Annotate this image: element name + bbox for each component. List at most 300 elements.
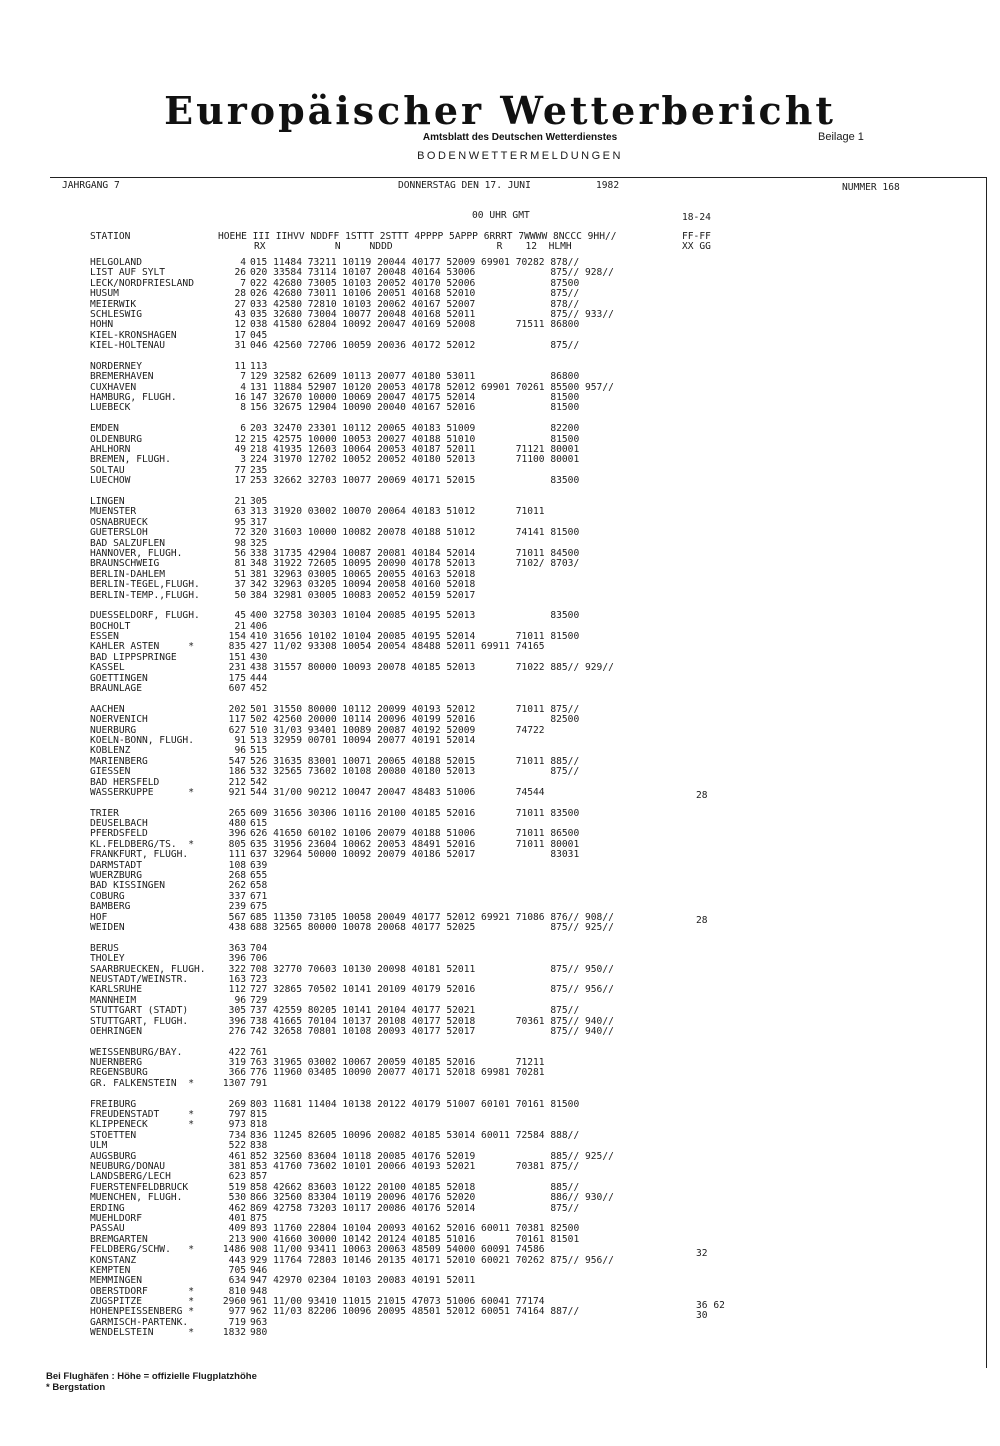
synop-codes: 791 — [250, 1077, 268, 1089]
synop-codes: 946 — [250, 1264, 268, 1276]
synop-codes: 338 31735 42904 10087 20081 40184 52014 71011 84500 — [250, 547, 580, 559]
station-height: 977 — [228, 1306, 246, 1318]
station-height: 8 — [240, 402, 246, 414]
station-height: 547 — [228, 755, 246, 767]
synop-codes: 022 42680 73005 10103 20052 40170 52006 87500 — [250, 277, 580, 289]
synop-codes: 685 11350 73105 10058 20049 40177 52012 69921 71086 876// 908// — [250, 911, 614, 923]
station-row — [90, 684, 750, 694]
synop-codes: 658 — [250, 880, 268, 892]
station-height: 719 — [228, 1316, 246, 1328]
station-name: WUERZBURG — [90, 871, 142, 882]
station-name: HELGOLAND — [90, 258, 142, 268]
synop-codes: 818 — [250, 1119, 268, 1131]
station-name: REGENSBURG — [90, 1068, 148, 1079]
station-height: 56 — [234, 547, 246, 559]
station-name: BAD HERSFELD — [90, 777, 160, 788]
station-height: 72 — [234, 527, 246, 539]
station-name: STUTTGART, FLUGH. — [90, 1016, 189, 1027]
station-height: 401 — [228, 1212, 246, 1224]
synop-codes: 729 — [250, 994, 268, 1006]
station-row — [90, 476, 750, 486]
synop-codes: 320 31603 10000 10082 20078 40188 51012 74141 81500 — [250, 527, 580, 539]
ff-value: 28 — [696, 790, 708, 802]
year-label: 1982 — [596, 180, 620, 191]
station-name: KASSEL — [90, 663, 125, 674]
station-name: SAARBRUECKEN, FLUGH. — [90, 964, 206, 975]
station-height: 96 — [234, 745, 246, 757]
synop-codes: 836 11245 82605 10096 20082 40185 53014 60011 72584 888// — [250, 1129, 580, 1141]
station-name: OEHRINGEN — [90, 1026, 142, 1037]
station-name: NUERBURG — [90, 725, 137, 736]
synop-codes: 342 32963 03205 10094 20058 40160 52018 — [250, 579, 476, 591]
station-name: KEMPTEN — [90, 1265, 131, 1276]
station-height: 366 — [228, 1067, 246, 1079]
station-name: HOHN — [90, 320, 114, 331]
synop-codes: 858 42662 83603 10122 20100 40185 52018 885// — [250, 1181, 580, 1193]
station-height: 4 — [240, 381, 246, 393]
ff-value: 32 — [696, 1248, 708, 1259]
station-name: KARLSRUHE — [90, 985, 142, 996]
group-gap — [90, 933, 750, 943]
station-height: 21 — [234, 495, 246, 507]
synop-codes: 502 42560 20000 10114 20096 40199 52016 82500 — [250, 714, 580, 726]
station-height: 810 — [228, 1285, 246, 1297]
synop-codes: 015 11484 73211 10119 20044 40177 52009 69901 70282 878// — [250, 257, 580, 268]
station-height: 4 — [240, 257, 246, 268]
station-height: 396 — [228, 1015, 246, 1027]
station-row — [90, 455, 750, 465]
synop-codes: 948 — [250, 1285, 268, 1297]
station-name: AHLHORN — [90, 445, 131, 456]
station-height: 627 — [228, 724, 246, 736]
station-name: FRANKFURT, FLUGH. — [90, 850, 189, 861]
station-name: ERDING — [90, 1203, 125, 1214]
station-name: THOLEY — [90, 954, 125, 965]
station-height: 108 — [228, 859, 246, 871]
station-height: 835 — [228, 641, 246, 653]
station-height: 634 — [228, 1275, 246, 1287]
station-name: KOELN-BONN, FLUGH. — [90, 735, 194, 746]
station-name: BREMERHAVEN — [90, 372, 154, 383]
station-height: 409 — [228, 1223, 246, 1235]
synop-codes: 218 41935 12603 10064 20053 40187 52011 71121 80001 — [250, 444, 580, 456]
station-name: PFERDSFELD — [90, 829, 148, 840]
station-height: 212 — [228, 776, 246, 788]
date-label: DONNERSTAG DEN 17. JUNI — [398, 180, 531, 191]
station-row — [90, 944, 750, 954]
station-name: HOHENPEISSENBERG * — [90, 1307, 194, 1318]
synop-codes: 532 32565 73602 10108 20080 40180 52013 875// — [250, 766, 580, 778]
station-row — [90, 1100, 750, 1110]
station-name: EMDEN — [90, 424, 119, 435]
station-height: 31 — [234, 340, 246, 352]
ff-value: 36 62 — [696, 1300, 725, 1311]
synop-codes: 526 31635 83001 10071 20065 40188 52015 71011 885// — [250, 755, 580, 767]
group-gap — [90, 1037, 750, 1047]
station-row — [90, 788, 750, 798]
station-height: 12 — [234, 433, 246, 445]
station-name: SCHLESWIG — [90, 309, 142, 320]
station-name: MUEHLDORF — [90, 1213, 142, 1224]
station-name: KAHLER ASTEN * — [90, 642, 194, 653]
station-height: 797 — [228, 1109, 246, 1121]
synop-codes: 763 31965 03002 10067 20059 40185 52016 71211 — [250, 1057, 545, 1069]
station-height: 443 — [228, 1254, 246, 1266]
station-height: 27 — [234, 298, 246, 310]
station-height: 239 — [228, 901, 246, 913]
synop-codes: 515 — [250, 745, 268, 757]
station-row — [90, 736, 750, 746]
synop-codes: 761 — [250, 1046, 268, 1058]
code-header-line1: HOEHE III IIHVV NDDFF 1STTT 2STTT 4PPPP 5APPP 6RRRT 7WWWW 8NCCC 9HH// — [218, 231, 617, 242]
station-height: 567 — [228, 911, 246, 923]
synop-codes: 444 — [250, 672, 268, 684]
report-subtitle: Amtsblatt des Deutschen Wetterdienstes — [422, 132, 618, 143]
jahrgang-label: JAHRGANG 7 — [62, 180, 120, 191]
station-name: FREUDENSTADT * — [90, 1110, 194, 1121]
synop-codes: 513 32959 00701 10094 20077 40191 52014 — [250, 734, 476, 746]
station-height: 91 — [234, 734, 246, 746]
station-name: KIEL-HOLTENAU — [90, 341, 166, 352]
station-height: 117 — [228, 714, 246, 726]
station-height: 269 — [228, 1098, 246, 1110]
synop-codes: 853 41760 73602 10101 20066 40193 52021 70381 875// — [250, 1160, 580, 1172]
synop-codes: 962 11/03 82206 10096 20095 48501 52012 60051 74164 887// — [250, 1306, 580, 1318]
station-row — [90, 1318, 750, 1328]
station-height: 202 — [228, 703, 246, 715]
synop-codes: 947 42970 02304 10103 20083 40191 52011 — [250, 1275, 476, 1287]
station-height: 319 — [228, 1057, 246, 1069]
station-row — [90, 1256, 750, 1266]
synop-codes: 737 42559 80205 10141 20104 40177 52021 875// — [250, 1005, 580, 1017]
group-gap — [90, 487, 750, 497]
station-name: KIEL-KRONSHAGEN — [90, 330, 177, 341]
observation-table — [90, 258, 750, 1339]
station-height: 7 — [240, 277, 246, 289]
station-name: MEMMINGEN — [90, 1276, 142, 1287]
station-name: DUESSELDORF, FLUGH. — [90, 611, 200, 622]
synop-codes: 626 41650 60102 10106 20079 40188 51006 71011 86500 — [250, 828, 580, 840]
synop-codes: 046 42560 72706 10059 20036 40172 52012 875// — [250, 340, 580, 352]
station-height: 43 — [234, 308, 246, 320]
station-row — [90, 1110, 750, 1120]
station-row — [90, 320, 750, 330]
synop-codes: 609 31656 30306 10116 20100 40185 52016 71011 83500 — [250, 807, 580, 819]
station-name: AUGSBURG — [90, 1151, 137, 1162]
station-height: 81 — [234, 558, 246, 570]
station-row — [90, 850, 750, 860]
station-name: MARIENBERG — [90, 756, 148, 767]
ff-header-2: XX GG — [682, 241, 711, 252]
station-height: 805 — [228, 838, 246, 850]
report-title: Europäischer Wetterbericht — [164, 88, 836, 133]
station-name: ULM — [90, 1141, 108, 1152]
synop-codes: 501 31550 80000 10112 20099 40193 52012 71011 875// — [250, 703, 580, 715]
station-height: 151 — [228, 651, 246, 663]
synop-codes: 542 — [250, 776, 268, 788]
station-name: NOERVENICH — [90, 715, 148, 726]
synop-codes: 253 32662 32703 10077 20069 40171 52015 83500 — [250, 475, 580, 487]
station-height: 3 — [240, 454, 246, 466]
station-height: 265 — [228, 807, 246, 819]
synop-codes: 325 — [250, 537, 268, 549]
station-height: 26 — [234, 267, 246, 279]
station-name: STOETTEN — [90, 1130, 137, 1141]
station-row — [90, 1068, 750, 1078]
station-name: GR. FALKENSTEIN * — [90, 1078, 194, 1089]
station-height: 28 — [234, 288, 246, 300]
synop-codes: 203 32470 23301 10112 20065 40183 51009 82200 — [250, 423, 580, 435]
station-row — [90, 1307, 750, 1317]
station-name: HUSUM — [90, 289, 119, 300]
synop-codes: 635 31956 23604 10062 20053 48491 52016 71011 80001 — [250, 838, 580, 850]
station-name: BRAUNLAGE — [90, 684, 142, 695]
station-height: 461 — [228, 1150, 246, 1162]
station-row — [90, 611, 750, 621]
synop-codes: 838 — [250, 1140, 268, 1152]
station-name: OLDENBURG — [90, 434, 142, 445]
station-name: LINGEN — [90, 496, 125, 507]
synop-codes: 815 — [250, 1109, 268, 1121]
station-row — [90, 892, 750, 902]
station-name: MEIERWIK — [90, 299, 137, 310]
station-name: BOCHOLT — [90, 621, 131, 632]
station-row — [90, 871, 750, 881]
station-height: 154 — [228, 631, 246, 643]
synop-codes: 688 32565 80000 10078 20068 40177 52025 875// 925// — [250, 922, 614, 933]
station-name: KLIPPENECK * — [90, 1120, 194, 1131]
synop-codes: 045 — [250, 329, 268, 341]
station-name: BERLIN-TEMP.,FLUGH. — [90, 590, 200, 601]
station-name: NEUSTADT/WEINSTR. — [90, 974, 189, 985]
station-height: 1307 — [222, 1077, 246, 1089]
station-name: GUETERSLOH — [90, 528, 148, 539]
synop-codes: 869 42758 73203 10117 20086 40176 52014 875// — [250, 1202, 580, 1214]
station-row — [90, 1328, 750, 1338]
station-height: 262 — [228, 880, 246, 892]
station-row — [90, 580, 750, 590]
station-name: FREIBURG — [90, 1099, 137, 1110]
synop-codes: 215 42575 10000 10053 20027 40188 51010 81500 — [250, 433, 580, 445]
station-height: 438 — [228, 922, 246, 933]
station-height: 305 — [228, 1005, 246, 1017]
station-height: 96 — [234, 994, 246, 1006]
station-row — [90, 289, 750, 299]
station-row — [90, 642, 750, 652]
station-name: HAMBURG, FLUGH. — [90, 393, 177, 404]
station-name: OSNABRUECK — [90, 517, 148, 528]
station-height: 77 — [234, 464, 246, 476]
station-name: AACHEN — [90, 704, 125, 715]
synop-codes: 675 — [250, 901, 268, 913]
station-row — [90, 1079, 750, 1089]
synop-codes: 317 — [250, 516, 268, 528]
station-name: LECK/NORDFRIESLAND — [90, 278, 194, 289]
ff-header-1: FF-FF — [682, 231, 711, 242]
station-name: BERUS — [90, 943, 119, 954]
station-name: DARMSTADT — [90, 860, 142, 871]
station-height: 462 — [228, 1202, 246, 1214]
synop-codes: 637 32964 50000 10092 20079 40186 52017 83031 — [250, 849, 580, 861]
synop-codes: 410 31656 10102 10104 20085 40195 52014 71011 81500 — [250, 631, 580, 643]
synop-codes: 129 32582 62609 10113 20077 40180 53011 86800 — [250, 371, 580, 383]
synop-codes: 742 32658 70801 10108 20093 40177 52017 875// 940// — [250, 1025, 614, 1037]
synop-codes: 026 42680 73011 10106 20051 40168 52010 875// — [250, 288, 580, 300]
station-name: PASSAU — [90, 1224, 125, 1235]
station-height: 12 — [234, 319, 246, 331]
station-row — [90, 881, 750, 891]
synop-codes: 033 42580 72810 10103 20062 40167 52007 878// — [250, 298, 580, 310]
station-height: 422 — [228, 1046, 246, 1058]
station-name: FUERSTENFELDBRUCK — [90, 1182, 189, 1193]
station-name: GARMISCH-PARTENK. — [90, 1317, 189, 1328]
station-height: 519 — [228, 1181, 246, 1193]
station-row — [90, 663, 750, 673]
station-height: 50 — [234, 589, 246, 601]
station-name: STUTTGART (STADT) — [90, 1006, 189, 1017]
synop-codes: 348 31922 72605 10095 20090 40178 52013 7102/ 8703/ — [250, 558, 580, 570]
station-height: 37 — [234, 579, 246, 591]
station-row — [90, 1193, 750, 1203]
station-name: DEUSELBACH — [90, 819, 148, 830]
station-height: 175 — [228, 672, 246, 684]
beilage-label: Beilage 1 — [818, 131, 864, 143]
station-height: 63 — [234, 506, 246, 518]
synop-codes: 900 41660 30000 10142 20124 40185 51016 70161 81501 — [250, 1233, 580, 1245]
station-name: NEUBURG/DONAU — [90, 1161, 166, 1172]
station-height: 111 — [228, 849, 246, 861]
station-height: 480 — [228, 818, 246, 830]
station-name: BAMBERG — [90, 902, 131, 913]
station-height: 337 — [228, 890, 246, 902]
footnote-mountain: * Bergstation — [46, 1382, 106, 1393]
station-height: 1486 — [222, 1244, 246, 1256]
station-row — [90, 528, 750, 538]
station-name: NORDERNEY — [90, 361, 142, 372]
synop-codes: 381 32963 03005 10065 20055 40163 52018 — [250, 568, 476, 580]
station-header: STATION — [90, 231, 131, 242]
station-name: TRIER — [90, 808, 119, 819]
station-height: 396 — [228, 953, 246, 965]
station-name: SOLTAU — [90, 465, 125, 476]
synop-codes: 147 32670 10000 10069 20047 40175 52014 81500 — [250, 392, 580, 404]
station-height: 11 — [234, 360, 246, 372]
synop-codes: 738 41665 70104 10137 20108 40177 52018 70361 875// 940// — [250, 1015, 614, 1027]
station-row — [90, 591, 750, 601]
station-name: BAD LIPPSPRINGE — [90, 652, 177, 663]
station-height: 163 — [228, 973, 246, 985]
station-name: WEIDEN — [90, 923, 125, 933]
synop-codes: 113 — [250, 360, 268, 372]
station-name: GOETTINGEN — [90, 673, 148, 684]
station-height: 607 — [228, 683, 246, 695]
synop-codes: 706 — [250, 953, 268, 965]
station-name: BAD SALZUFLEN — [90, 538, 166, 549]
ff-value: 30 — [696, 1310, 708, 1322]
station-name: FELDBERG/SCHW. * — [90, 1245, 194, 1256]
ff-value: 28 — [696, 915, 708, 927]
station-row — [90, 809, 750, 819]
synop-codes: 866 32560 83304 10119 20096 40176 52020 886// 930// — [250, 1192, 614, 1204]
station-height: 734 — [228, 1129, 246, 1141]
code-header-line2: RX N NDDD R 12 HLMH — [254, 241, 572, 252]
station-name: NUERNBERG — [90, 1058, 142, 1069]
station-name: LIST AUF SYLT — [90, 268, 166, 279]
synop-codes: 963 — [250, 1316, 268, 1328]
station-height: 276 — [228, 1025, 246, 1037]
synop-codes: 708 32770 70603 10130 20098 40181 52011 875// 950// — [250, 963, 614, 975]
station-row — [90, 1276, 750, 1286]
station-name: WEISSENBURG/BAY. — [90, 1047, 183, 1058]
synop-codes: 224 31970 12702 10052 20052 40180 52013 71100 80001 — [250, 454, 580, 466]
footnote-airports: Bei Flughäfen : Höhe = offizielle Flugplatzhöhe — [46, 1371, 257, 1382]
synop-codes: 857 — [250, 1171, 268, 1183]
station-name: MUENSTER — [90, 507, 137, 518]
station-row — [90, 1131, 750, 1141]
station-row — [90, 1162, 750, 1172]
station-row — [90, 507, 750, 517]
station-name: BAD KISSINGEN — [90, 881, 166, 892]
synop-codes: 875 — [250, 1212, 268, 1224]
synop-codes: 655 — [250, 870, 268, 882]
synop-codes: 038 41580 62804 10092 20047 40169 52008 71511 86800 — [250, 319, 580, 331]
synop-codes: 305 — [250, 495, 268, 507]
station-name: BREMGARTEN — [90, 1234, 148, 1245]
station-name: LUECHOW — [90, 476, 131, 487]
station-height: 98 — [234, 537, 246, 549]
synop-codes: 406 — [250, 620, 268, 632]
station-name: BREMEN, FLUGH. — [90, 455, 171, 466]
section-subhead: BODENWETTERMELDUNGEN — [417, 150, 623, 162]
synop-codes: 384 32981 03005 10083 20052 40159 52017 — [250, 589, 476, 601]
synop-codes: 131 11884 52907 10120 20053 40178 52012 69901 70261 85500 957// — [250, 381, 614, 393]
station-name: WENDELSTEIN * — [90, 1328, 194, 1339]
synop-codes: 929 11764 72803 10146 20135 40171 52010 60021 70262 875// 956// — [250, 1254, 614, 1266]
synop-codes: 400 32758 30303 10104 20085 40195 52013 83500 — [250, 610, 580, 622]
station-name: WASSERKUPPE * — [90, 787, 194, 798]
synop-codes: 961 11/00 93410 11015 21015 47073 51006 60041 77174 — [250, 1296, 545, 1308]
station-name: KONSTANZ — [90, 1255, 137, 1266]
station-row — [90, 1027, 750, 1037]
station-name: OBERSTDORF * — [90, 1286, 194, 1297]
station-height: 396 — [228, 828, 246, 840]
station-height: 705 — [228, 1264, 246, 1276]
station-height: 45 — [234, 610, 246, 622]
station-height: 973 — [228, 1119, 246, 1131]
station-height: 231 — [228, 662, 246, 674]
synop-codes: 510 31/03 93401 10089 20087 40192 52009 74722 — [250, 724, 545, 736]
station-height: 112 — [228, 984, 246, 996]
station-height: 322 — [228, 963, 246, 975]
station-height: 921 — [228, 786, 246, 798]
synop-codes: 803 11681 11404 10138 20122 40179 51007 60101 70161 81500 — [250, 1098, 580, 1110]
station-name: MANNHEIM — [90, 995, 137, 1006]
station-height: 2960 — [222, 1296, 246, 1308]
station-row — [90, 861, 750, 871]
synop-codes: 893 11760 22804 10104 20093 40162 52016 60011 70381 82500 — [250, 1223, 580, 1235]
station-name: LUEBECK — [90, 403, 131, 414]
station-name: ZUGSPITZE * — [90, 1297, 194, 1308]
synop-codes: 156 32675 12904 10090 20040 40167 52016 81500 — [250, 402, 580, 414]
synop-codes: 776 11960 03405 10090 20077 40171 52018 69981 70281 — [250, 1067, 545, 1079]
station-row — [90, 767, 750, 777]
synop-codes: 704 — [250, 942, 268, 954]
synop-codes: 452 — [250, 683, 268, 695]
station-height: 522 — [228, 1140, 246, 1152]
station-row — [90, 1006, 750, 1016]
synop-codes: 020 33584 73114 10107 20048 40164 53006 875// 928// — [250, 267, 614, 279]
station-name: BRAUNSCHWEIG — [90, 559, 160, 570]
